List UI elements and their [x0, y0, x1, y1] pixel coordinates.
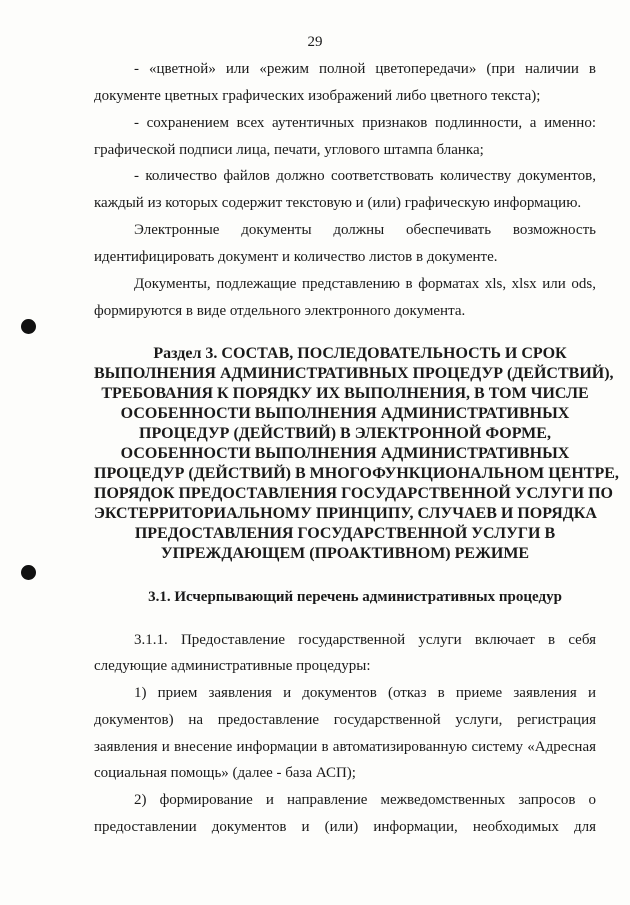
text-line: документов) на предоставление государственной услуги, регистрация [94, 712, 596, 728]
section-heading-line: ПОРЯДОК ПРЕДОСТАВЛЕНИЯ ГОСУДАРСТВЕННОЙ УСЛУГИ ПО [94, 485, 613, 502]
section-heading-line: ПРОЦЕДУР (ДЕЙСТВИЙ) В ЭЛЕКТРОННОЙ ФОРМЕ, [139, 425, 551, 442]
section-heading-line: ПРЕДОСТАВЛЕНИЯ ГОСУДАРСТВЕННОЙ УСЛУГИ В [134, 525, 556, 542]
text-line: графической подписи лица, печати, углового штампа бланка; [94, 142, 484, 158]
text-line: формируются в виде отдельного электронного документа. [94, 303, 466, 319]
section-heading-line: ПРОЦЕДУР (ДЕЙСТВИЙ) В МНОГОФУНКЦИОНАЛЬНОМ ЦЕНТРЕ, [94, 465, 619, 482]
text-line: идентифицировать документ и количество листов в документе. [94, 249, 498, 265]
text-line: 2) формирование и направление межведомственных запросов о [134, 792, 596, 808]
text-line: - количество файлов должно соответствовать количеству документов, [134, 168, 596, 184]
subsection-heading: 3.1. Исчерпывающий перечень административных процедур [148, 589, 562, 605]
section-heading-line: ТРЕБОВАНИЯ К ПОРЯДКУ ИХ ВЫПОЛНЕНИЯ, В ТОМ ЧИСЛЕ [101, 385, 589, 402]
text-line: предоставлении документов и (или) информации, необходимых для [94, 819, 596, 835]
text-line: - сохранением всех аутентичных признаков подлинности, а именно: [134, 115, 596, 131]
section-heading-line: Раздел 3. СОСТАВ, ПОСЛЕДОВАТЕЛЬНОСТЬ И СРОК [153, 345, 567, 362]
text-line: заявления и внесение информации в автоматизированную систему «Адресная [94, 739, 596, 755]
section-heading-line: ОСОБЕННОСТИ ВЫПОЛНЕНИЯ АДМИНИСТРАТИВНЫХ [120, 405, 570, 422]
page-number: 29 [307, 34, 323, 50]
text-line: следующие административные процедуры: [94, 658, 371, 674]
punch-hole [21, 319, 36, 334]
text-line: каждый из которых содержит текстовую и (или) графическую информацию. [94, 195, 582, 211]
section-heading-line: ЭКСТЕРРИТОРИАЛЬНОМУ ПРИНЦИПУ, СЛУЧАЕВ И ПОРЯДКА [94, 505, 597, 522]
text-line: - «цветной» или «режим полной цветопередачи» (при наличии в [134, 61, 596, 77]
text-line: документе цветных графических изображений либо цветного текста); [94, 88, 541, 104]
text-line: Электронные документы должны обеспечивать возможность [134, 222, 596, 238]
text-line: Документы, подлежащие представлению в форматах xls, xlsx или ods, [134, 276, 596, 292]
text-line: 3.1.1. Предоставление государственной услуги включает в себя [134, 632, 596, 648]
text-line: социальная помощь» (далее - база АСП); [94, 765, 356, 781]
section-heading-line: ВЫПОЛНЕНИЯ АДМИНИСТРАТИВНЫХ ПРОЦЕДУР (ДЕЙСТВИЙ), [94, 365, 614, 382]
section-heading-line: УПРЕЖДАЮЩЕМ (ПРОАКТИВНОМ) РЕЖИМЕ [160, 545, 530, 562]
text-line: 1) прием заявления и документов (отказ в приеме заявления и [134, 685, 596, 701]
section-heading-line: ОСОБЕННОСТИ ВЫПОЛНЕНИЯ АДМИНИСТРАТИВНЫХ [120, 445, 570, 462]
punch-hole [21, 565, 36, 580]
